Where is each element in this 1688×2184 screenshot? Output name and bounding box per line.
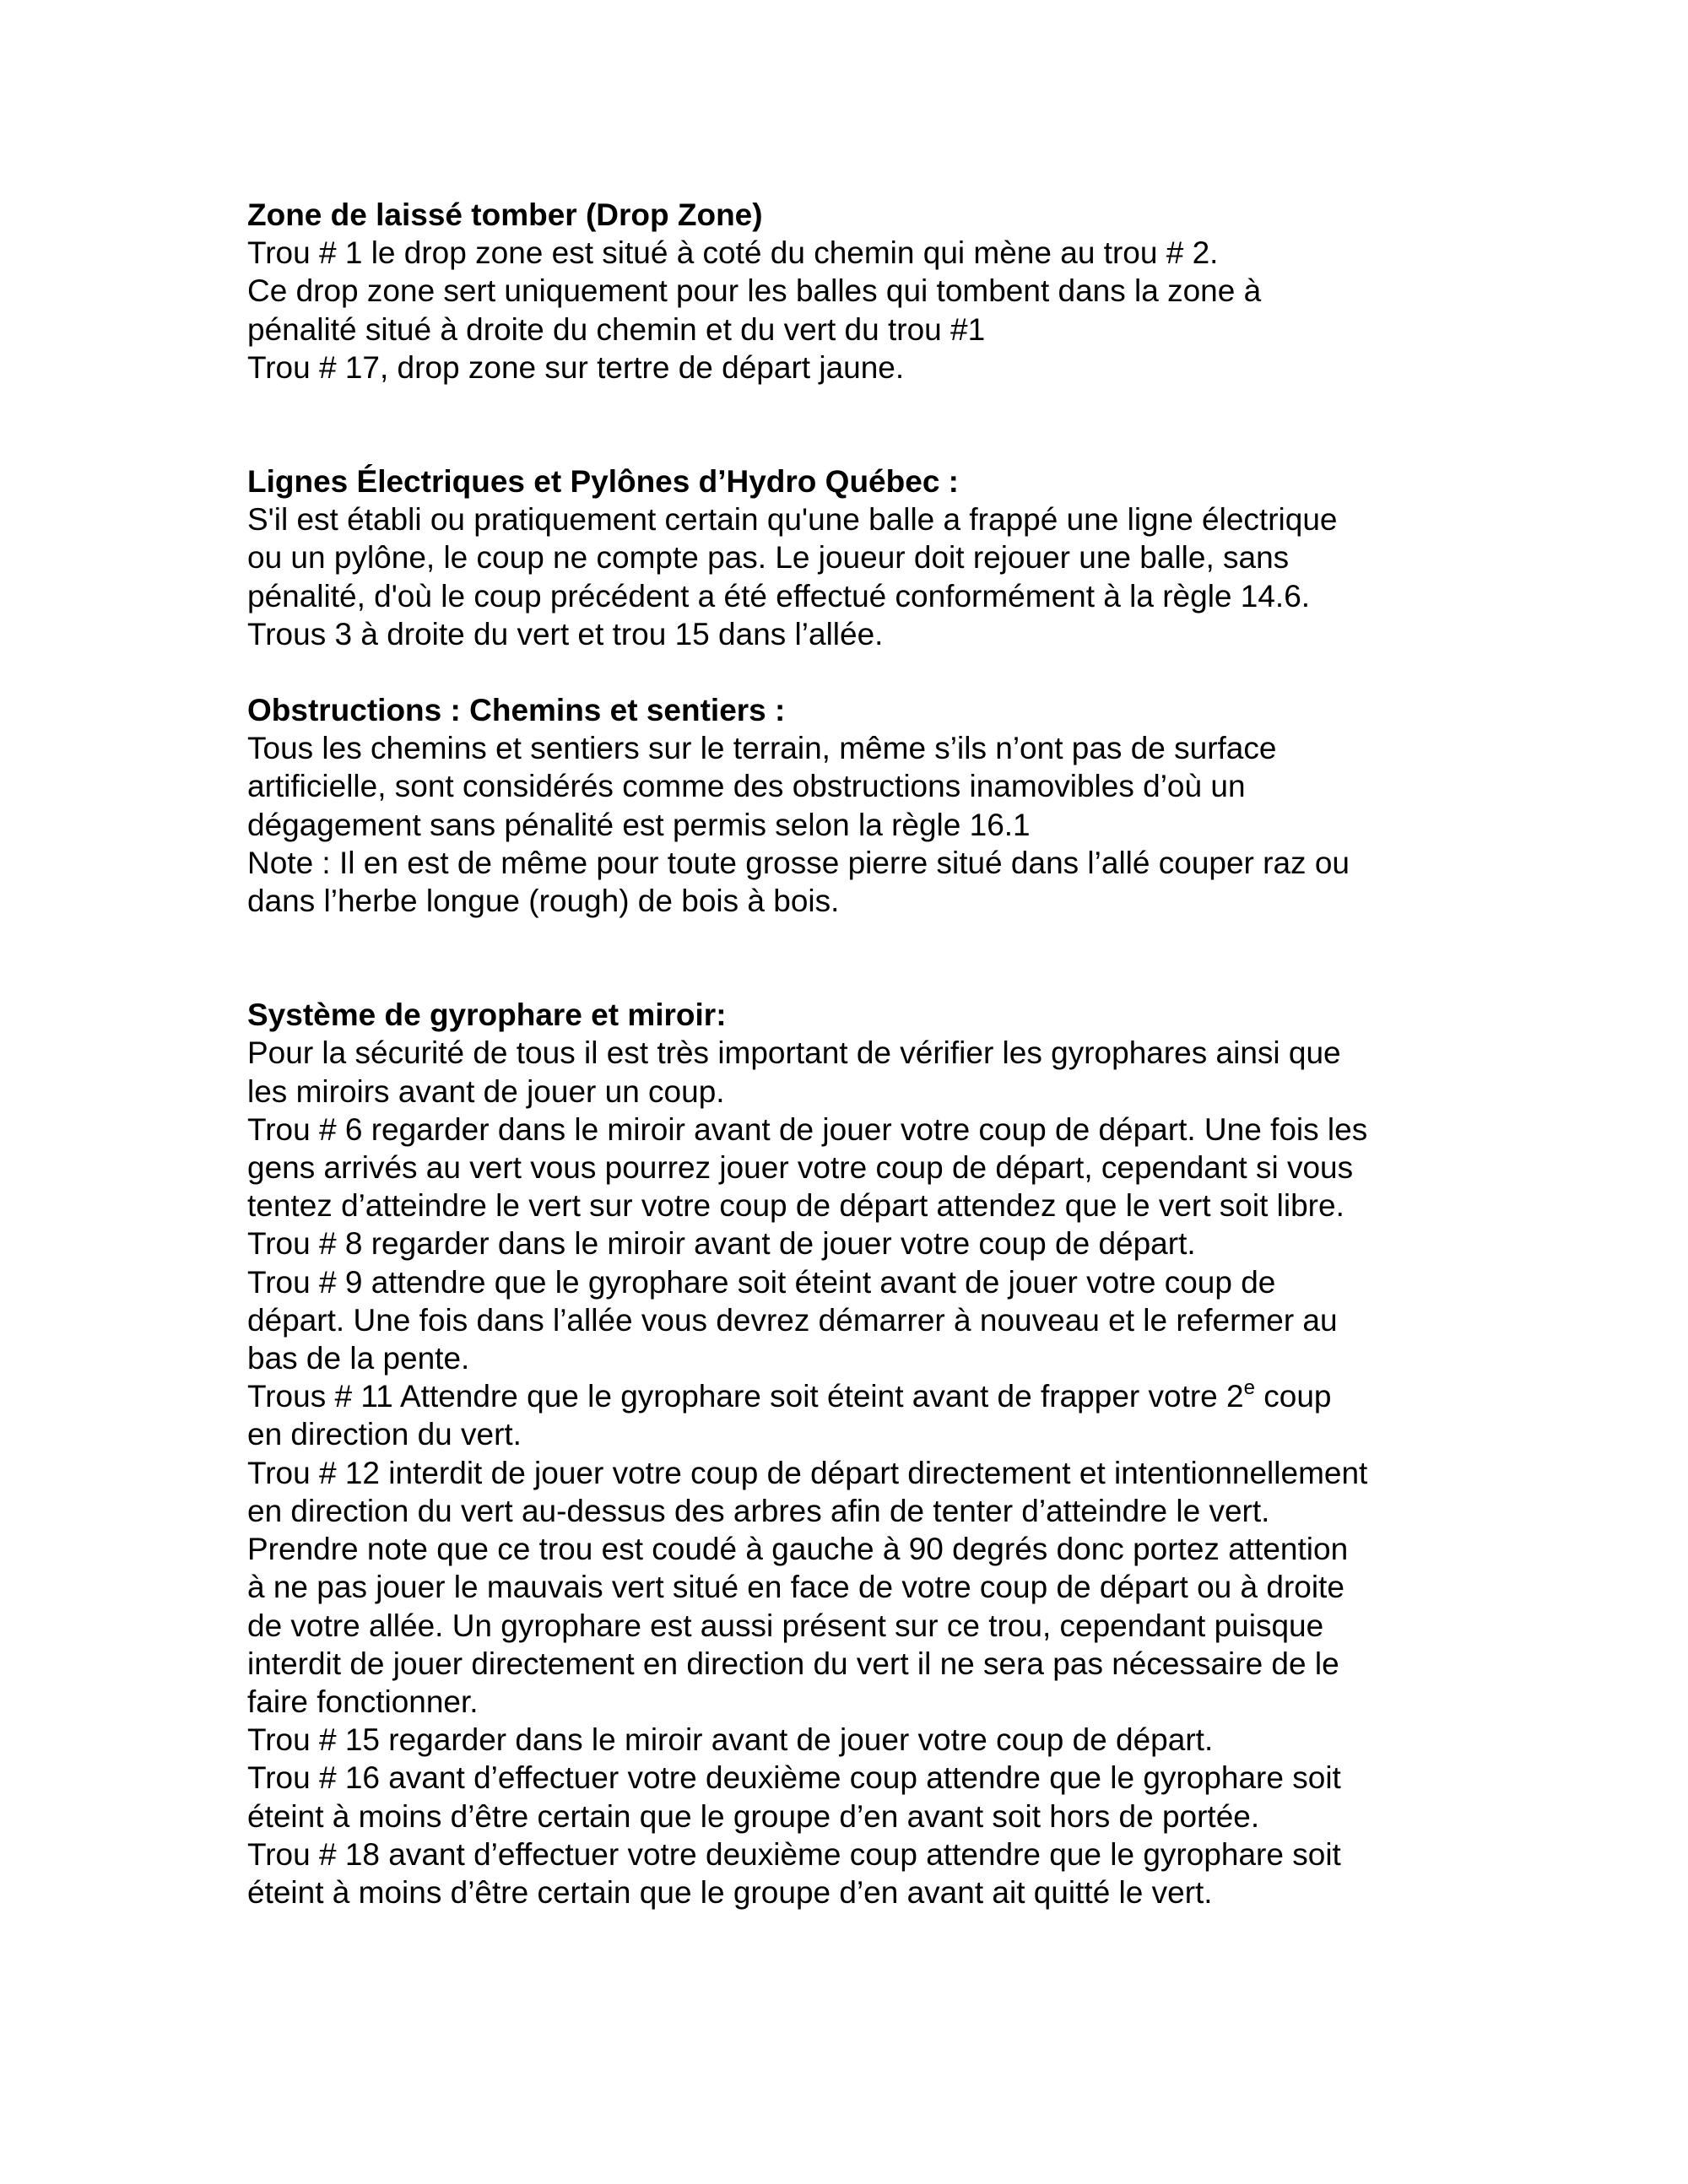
paragraph-line: Trou # 16 avant d’effectuer votre deuxième coup attendre que le gyrophare soit: [247, 1760, 1341, 1796]
paragraph-line: Trou # 17, drop zone sur tertre de départ jaune.: [247, 349, 905, 385]
superscript: e: [1243, 1376, 1255, 1399]
section-heading: Obstructions : Chemins et sentiers :: [247, 693, 786, 728]
paragraph-line: Trou # 6 regarder dans le miroir avant de jouer votre coup de départ. Une fois les: [247, 1111, 1368, 1147]
section-spacer: [247, 653, 1454, 691]
document-page: [247, 196, 1454, 1911]
paragraph-line: Trou # 18 avant d’effectuer votre deuxième coup attendre que le gyrophare soit: [247, 1836, 1341, 1872]
section-obstructions: [247, 691, 1454, 920]
section-drop-zone: [247, 196, 1454, 387]
paragraph-line: dégagement sans pénalité est permis selon la règle 16.1: [247, 807, 1031, 842]
paragraph-line: à ne pas jouer le mauvais vert situé en face de votre coup de départ ou à droite: [247, 1570, 1344, 1605]
paragraph-line: Trou # 9 attendre que le gyrophare soit éteint avant de jouer votre coup de: [247, 1264, 1276, 1300]
paragraph-line: de votre allée. Un gyrophare est aussi présent sur ce trou, cependant puisque: [247, 1608, 1324, 1643]
paragraph-line: éteint à moins d’être certain que le groupe d’en avant ait quitté le vert.: [247, 1874, 1213, 1910]
section-spacer: [247, 387, 1454, 462]
line-text: Trous # 11 Attendre que le gyrophare soit éteint avant de frapper votre 2: [247, 1379, 1244, 1414]
paragraph-line: tentez d’atteindre le vert sur votre coup de départ attendez que le vert soit libre.: [247, 1188, 1344, 1224]
section-beacon-mirror: [247, 996, 1454, 1911]
section-power-lines: [247, 462, 1454, 653]
paragraph-line: Pour la sécurité de tous il est très important de vérifier les gyrophares ainsi que: [247, 1035, 1341, 1071]
paragraph-line: éteint à moins d’être certain que le groupe d’en avant soit hors de portée.: [247, 1798, 1260, 1834]
paragraph-line: faire fonctionner.: [247, 1684, 479, 1719]
paragraph-line: ou un pylône, le coup ne compte pas. Le joueur doit rejouer une balle, sans: [247, 540, 1290, 576]
paragraph-line: en direction du vert.: [247, 1417, 522, 1452]
section-heading: Système de gyrophare et miroir:: [247, 997, 727, 1033]
paragraph-line: bas de la pente.: [247, 1341, 470, 1376]
paragraph-line: S'il est établi ou pratiquement certain qu'une balle a frappé une ligne électrique: [247, 502, 1338, 538]
paragraph-line: en direction du vert au-dessus des arbres afin de tenter d’atteindre le vert.: [247, 1493, 1270, 1528]
paragraph-line: Trou # 8 regarder dans le miroir avant de jouer votre coup de départ.: [247, 1226, 1196, 1262]
paragraph-line: interdit de jouer directement en direction du vert il ne sera pas nécessaire de le: [247, 1646, 1339, 1681]
paragraph-line: Ce drop zone sert uniquement pour les balles qui tombent dans la zone à: [247, 273, 1262, 309]
paragraph-line: pénalité situé à droite du chemin et du vert du trou #1: [247, 311, 986, 347]
paragraph-line: Trou # 1 le drop zone est situé à coté du chemin qui mène au trou # 2.: [247, 235, 1219, 271]
section-heading: Lignes Électriques et Pylônes d’Hydro Québec :: [247, 464, 959, 500]
paragraph-line: les miroirs avant de jouer un coup.: [247, 1073, 725, 1109]
paragraph-line: départ. Une fois dans l’allée vous devrez démarrer à nouveau et le refermer au: [247, 1302, 1338, 1338]
paragraph-line: Note : Il en est de même pour toute grosse pierre situé dans l’allé couper raz ou: [247, 845, 1350, 880]
paragraph-line: Trou # 12 interdit de jouer votre coup de départ directement et intentionnellement: [247, 1455, 1368, 1490]
section-heading: Zone de laissé tomber (Drop Zone): [247, 197, 763, 232]
paragraph-line: gens arrivés au vert vous pourrez jouer votre coup de départ, cependant si vous: [247, 1150, 1354, 1186]
paragraph-line: pénalité, d'où le coup précédent a été effectué conformément à la règle 14.6.: [247, 578, 1311, 614]
paragraph-line-with-superscript: [247, 1377, 1454, 1415]
paragraph-line: Trous 3 à droite du vert et trou 15 dans l’allée.: [247, 616, 884, 651]
line-text: coup: [1254, 1379, 1332, 1414]
paragraph-line: Prendre note que ce trou est coudé à gauche à 90 degrés donc portez attention: [247, 1532, 1349, 1567]
paragraph-line: Trou # 15 regarder dans le miroir avant de jouer votre coup de départ.: [247, 1722, 1214, 1758]
section-spacer: [247, 920, 1454, 996]
paragraph-line: artificielle, sont considérés comme des obstructions inamovibles d’où un: [247, 769, 1246, 804]
paragraph-line: Tous les chemins et sentiers sur le terrain, même s’ils n’ont pas de surface: [247, 731, 1277, 766]
paragraph-line: dans l’herbe longue (rough) de bois à bois.: [247, 884, 840, 919]
